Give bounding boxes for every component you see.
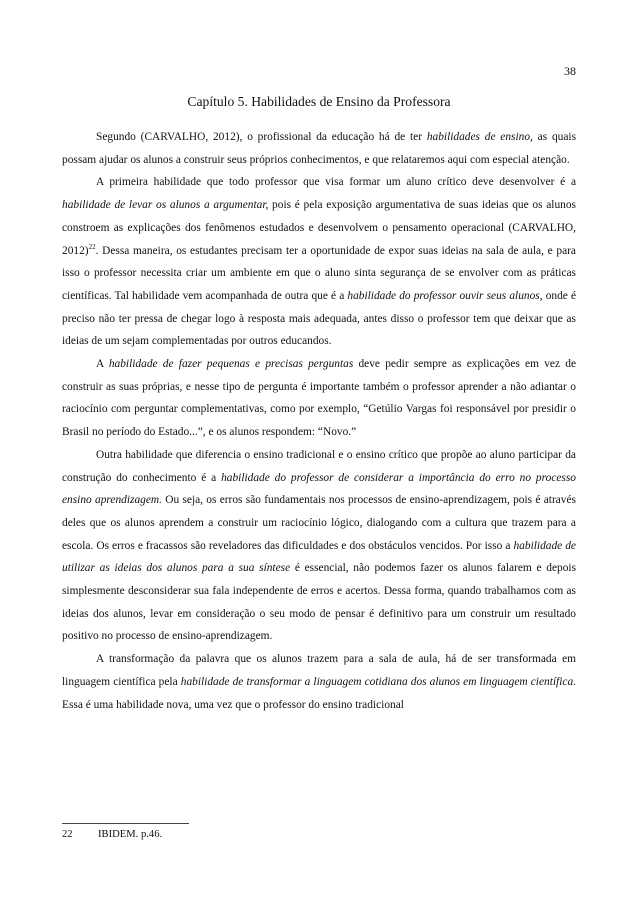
emphasized-text: habilidade de levar os alunos a argumentar,: [62, 199, 269, 212]
paragraph-text: . Dessa maneira, os estudantes precisam ter a oportunidade de expor suas ideias na sala de aula, e para isso o professor necessita criar um ambiente em que o aluno sinta segurança de se envolver com as práticas científicas. Tal habilidade vem acompanhada de outra que é a: [62, 244, 576, 302]
paragraph: [62, 444, 576, 648]
paragraph-text: A: [96, 358, 109, 371]
emphasized-text: habilidades de ensino,: [426, 131, 533, 143]
footnote-divider: [62, 823, 189, 824]
paragraph-text: Outra habilidade que diferencia o ensino tradicional e o ensino crítico que propõe ao aluno participar da construção do conhecimento é a: [62, 448, 576, 484]
chapter-title: Capítulo 5. Habilidades de Ensino da Professora: [187, 94, 451, 109]
paragraph-text: Ou seja, os erros são fundamentais nos processos de ensino-aprendizagem, pois é através deles que os alunos aprendem a construir um raciocínio lógico, dialogando com a cultura que trazem para a escola. Os erros e fracassos são reveladores das dificuldades e dos obstáculos vencidos. Por isso a: [62, 494, 576, 552]
paragraph-text: deve pedir sempre as explicações em vez de construir as suas próprias, e nesse tipo de pergunta é importante também o professor aprender a não adiantar o raciocínio com perguntar complementativas, como por exemplo, “Getúlio Vargas foi responsável por presidir o Brasil no período do Estado...”, e os alunos respondem: “Novo.”: [62, 358, 576, 439]
emphasized-text: habilidade de utilizar as ideias dos alunos para a sua síntese: [62, 539, 576, 575]
paragraph-text: Segundo (CARVALHO, 2012), o profissional da educação há de ter: [96, 131, 427, 143]
emphasized-text: habilidade de fazer pequenas e precisas perguntas: [108, 358, 354, 371]
paragraph-text: pois é pela exposição argumentativa de suas ideias que os alunos constroem as explicações dos fenômenos estudados e desenvolvem o pensamento operacional (CARVALHO, 2012): [62, 199, 576, 257]
paragraph-text: onde é preciso não ter pressa de chegar logo à resposta mais adequada, antes disso o professor tem que deixar que as ideias de um sejam complementadas por outros educandos.: [62, 289, 577, 348]
paragraph-text: é essencial, não podemos fazer os alunos falarem e depois simplesmente desconsiderar sua fala independente de erros e acertos. Dessa forma, quando trabalhamos com as ideias dos alunos, levar em consideração o seu modo de pensar é definitivo para um construir um resultado positivo no processo de ensino-aprendizagem.: [62, 562, 577, 643]
paragraph: [62, 126, 576, 171]
footnote-number: 22: [62, 829, 73, 840]
page-number: 38: [564, 64, 576, 78]
paragraph-text: A primeira habilidade que todo professor que visa formar um aluno crítico deve desenvolver é a: [96, 176, 576, 189]
footnote: [62, 829, 162, 840]
paragraph-text: A transformação da palavra que os alunos trazem para a sala de aula, há de ser transformada em linguagem científica pela: [62, 653, 576, 688]
emphasized-text: habilidade de transformar a linguagem cotidiana dos alunos em linguagem científica: [180, 675, 574, 688]
paragraph: [62, 648, 576, 716]
paragraph: [62, 171, 576, 353]
emphasized-text: habilidade do professor de considerar a importância do erro no processo ensino aprendizagem.: [62, 471, 576, 507]
body-text: [62, 126, 576, 716]
paragraph-text: . Essa é uma habilidade nova, uma vez que o professor do ensino tradicional: [62, 675, 576, 711]
footnote-reference: 22: [88, 242, 96, 251]
paragraph-text: as quais possam ajudar os alunos a construir seus próprios conhecimentos, e que relataremos aqui com especial atenção.: [62, 131, 576, 166]
emphasized-text: habilidade do professor ouvir seus alunos,: [347, 289, 543, 302]
paragraph: [62, 353, 576, 444]
footnote-text: IBIDEM. p.46.: [98, 829, 163, 840]
